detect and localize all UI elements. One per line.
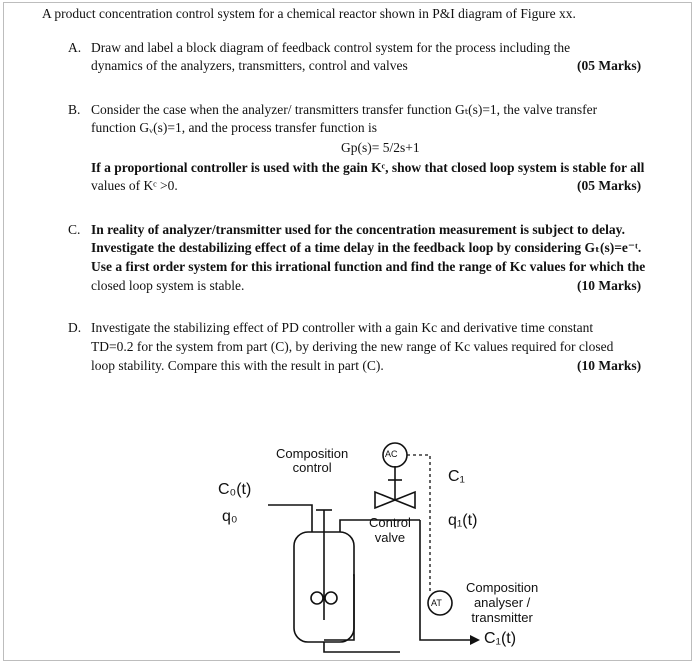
control-valve-body-right (395, 492, 415, 508)
part-a-letter: A. (68, 40, 82, 55)
part-b-line-1: Consider the case when the analyzer/ transmitters transfer function Gₜ(s)=1, the valve transfer (91, 102, 598, 117)
c0-label: C₀(t) (218, 481, 252, 498)
analyser-line-2: analyser / (473, 595, 531, 610)
part-b-marks: (05 Marks) (577, 178, 642, 193)
part-c-letter: C. (68, 222, 81, 237)
control-valve-body (375, 492, 395, 508)
part-d-line-1: Investigate the stabilizing effect of PD controller with a gain Kc and derivative time constant (91, 320, 594, 335)
at-label: AT (431, 598, 442, 608)
part-c-line-1: In reality of analyzer/transmitter used for the concentration measurement is subject to delay. (91, 222, 626, 237)
part-b-line-4: If a proportional controller is used with the gain Kᶜ, show that closed loop system is stable for all (91, 160, 645, 175)
inlet-feed-line (268, 505, 312, 532)
c1-top-label: C₁ (448, 468, 465, 485)
part-d-letter: D. (68, 320, 82, 335)
part-a-line-1: Draw and label a block diagram of feedback control system for the process including the (91, 40, 571, 55)
agitator-blade-right (325, 592, 337, 604)
analyser-label (466, 580, 538, 625)
analyser-line-3: transmitter (471, 610, 533, 625)
part-d-line-3: loop stability. Compare this with the result in part (C). (91, 358, 384, 373)
reactor-outlet (324, 575, 354, 640)
composition-control-label (276, 447, 348, 475)
ac-label: AC (385, 449, 398, 459)
part-b-line-5: values of Kᶜ >0. (91, 178, 178, 193)
analyser-line-1: Composition (466, 580, 539, 595)
part-d-line-2: TD=0.2 for the system from part (C), by deriving the new range of Kc values required for closed (91, 339, 614, 354)
part-c-line-4: closed loop system is stable. (91, 278, 245, 293)
part-c-marks: (10 Marks) (577, 278, 642, 293)
question-intro: A product concentration control system for a chemical reactor shown in P&I diagram of Figure xx. (42, 6, 576, 21)
product-line-down (420, 520, 470, 640)
part-b-line-2: function Gᵥ(s)=1, and the process transfer function is (91, 120, 378, 135)
part-a-marks: (05 Marks) (577, 58, 642, 73)
c1-output-label: C₁(t) (484, 630, 517, 647)
control-valve-line-1: Control (369, 515, 411, 530)
part-d-marks: (10 Marks) (577, 358, 642, 373)
output-arrow-head (470, 635, 480, 645)
part-c-line-3: Use a first order system for this irrational function and find the range of Kc values for which the (91, 259, 646, 274)
part-b-letter: B. (68, 102, 81, 117)
part-a-line-2: dynamics of the analyzers, transmitters, control and valves (91, 58, 408, 73)
control-valve-line-2: valve (374, 530, 406, 545)
control-valve-label (369, 515, 411, 545)
q1-label: q₁(t) (448, 512, 478, 529)
part-c-line-2: Investigate the destabilizing effect of a time delay in the feedback loop by considering Gₜ(s)=e⁻ᵗ. (91, 240, 642, 255)
part-b-process-tf: Gp(s)= 5/2s+1 (341, 140, 420, 155)
q0-label: q₀ (222, 508, 238, 525)
agitator-blade-left (311, 592, 323, 604)
composition-control-line-2: control (292, 460, 332, 475)
composition-control-line-1: Composition (276, 446, 349, 461)
outlet-line-1 (324, 642, 400, 652)
